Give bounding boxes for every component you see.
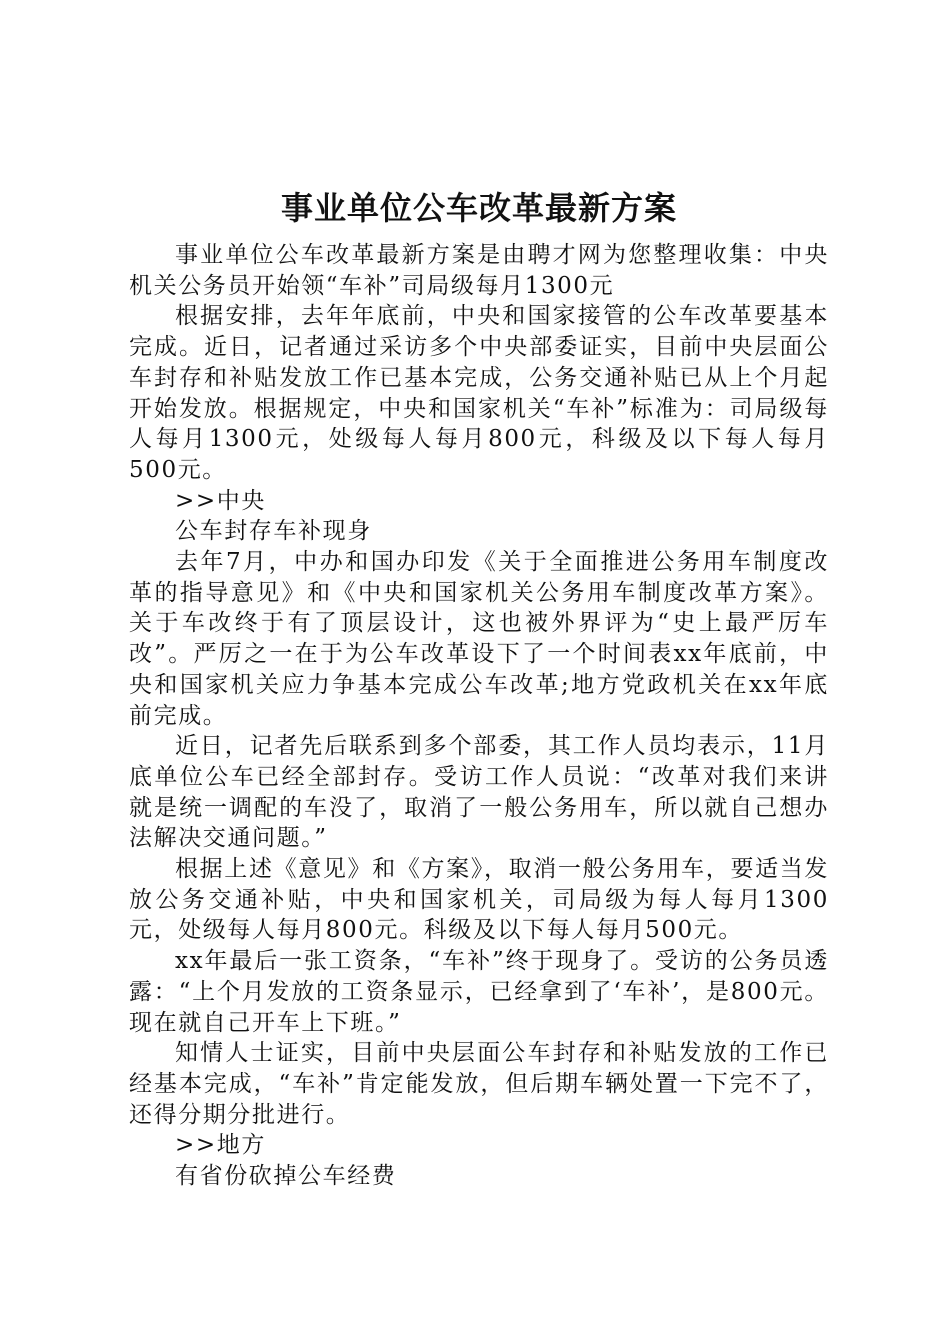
document-title: 事业单位公车改革最新方案 xyxy=(280,189,677,227)
paragraph-recently: 近日，记者先后联系到多个部委，其工作人员均表示，11月底单位公车已经全部封存。受访工作人员说：“改革对我们来讲就是统一调配的车没了，取消了一般公务用车，所以就自己想办法解决交通问题。” xyxy=(129,733,829,852)
paragraph-intro: 事业单位公车改革最新方案是由聘才网为您整理收集：中央机关公务员开始领“车补”司局级每月1300元 xyxy=(129,242,829,299)
section-heading-central: >>中央 xyxy=(175,487,266,514)
paragraph-last-july: 去年7月，中办和国办印发《关于全面推进公务用车制度改革的指导意见》和《中央和国家机关公务用车制度改革方案》。关于车改终于有了顶层设计，这也被外界评为“史上最严厉车改”。严厉之一在于为公车改革设下了一个时间表xx年底前，中央和国家机关应力争基本完成公车改革;地方党政机关在xx年底前完成。 xyxy=(129,549,829,729)
paragraph-arrangement: 根据安排，去年年底前，中央和国家接管的公车改革要基本完成。近日，记者通过采访多个中央部委证实，目前中央层面公车封存和补贴发放工作已基本完成，公务交通补贴已从上个月起开始发放。根据规定，中央和国家机关“车补”标准为：司局级每人每月1300元，处级每人每月800元，科级及以下每人每月500元。 xyxy=(129,303,829,483)
paragraph-insider: 知情人士证实，目前中央层面公车封存和补贴发放的工作已经基本完成，“车补”肯定能发放，但后期车辆处置一下完不了，还得分期分批进行。 xyxy=(129,1040,829,1128)
document-page xyxy=(129,182,829,1192)
section-heading-local: >>地方 xyxy=(175,1132,266,1159)
paragraph-according-opinions: 根据上述《意见》和《方案》，取消一般公务用车，要适当发放公务交通补贴，中央和国家机关，司局级为每人每月1300元，处级每人每月800元。科级及以下每人每月500元。 xyxy=(129,856,829,944)
subheading-car-sealing: 公车封存车补现身 xyxy=(175,518,372,545)
subheading-provinces: 有省份砍掉公车经费 xyxy=(175,1163,397,1190)
paragraph-payslip: xx年最后一张工资条，“车补”终于现身了。受访的公务员透露：“上个月发放的工资条显示，已经拿到了‘车补’，是800元。现在就自己开车上下班。” xyxy=(129,948,829,1036)
